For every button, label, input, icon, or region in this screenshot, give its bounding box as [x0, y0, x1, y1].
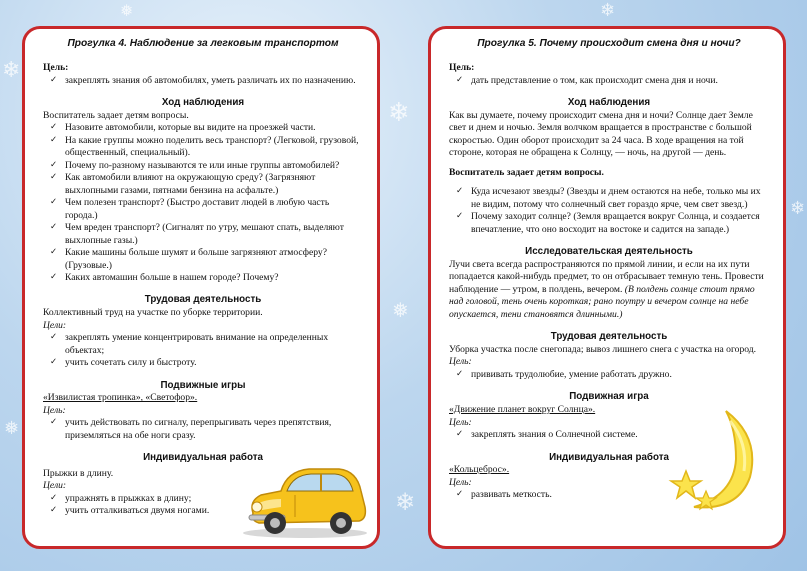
goal-list [449, 75, 769, 87]
list-item: ✓ Чем полезен транспорт? (Быстро доставит людей в любую часть города.) [43, 197, 363, 222]
list-item: ✓ Как автомобили влияют на окружающую среду? (Загрязняют выхлопными газами, пятнами бензина на асфальте.) [43, 172, 363, 197]
snowflake-decoration: ❄ [388, 98, 410, 128]
work-goals-list [449, 369, 769, 381]
walk-5-card [428, 26, 786, 549]
list-item: ✓ закреплять знания об автомобилях, уметь различать их по назначению. [43, 75, 363, 87]
list-item: ✓ Куда исчезают звезды? (Звезды и днем остаются на небе, только мы их не видим, потому что солнечный свет гораздо ярче, чем свет звезд.) [449, 186, 769, 211]
game-heading: Подвижная игра [569, 391, 649, 403]
research-note: (В полдень солнце стоит прямо над головой, тень очень короткая; рано поутру и вечером солнце на небе опускается, тени становятся длинными.) [449, 283, 755, 320]
list-item: ✓ учить действовать по сигналу, перепрыгивать через препятствия, приземляться на обе ноги сразу. [43, 417, 363, 442]
snowflake-decoration: ❅ [120, 1, 134, 20]
list-item: ✓ На какие группы можно поделить весь транспорт? (Легковой, грузовой, общественный, специальный). [43, 135, 363, 160]
list-item: ✓ Чем вреден транспорт? (Сигналят по утру, мешают спать, выделяют выхлопные газы.) [43, 222, 363, 247]
work-text: Уборка участка после снегопада; вывоз лишнего снега с участка на огород. [449, 343, 757, 355]
walk-4-card [22, 26, 380, 549]
goal-label: Цель: [449, 62, 475, 74]
work-heading: Трудовая деятельность [144, 294, 262, 306]
research-heading: Исследовательская деятельность [525, 246, 693, 258]
individual-heading: Индивидуальная работа [143, 452, 263, 464]
list-item: ✓ упражнять в прыжках в длину; [43, 493, 233, 505]
research-body: Лучи света всегда распространяются по прямой линии, и если на их пути попадается какой-нибудь предмет, то он отбрасывает темную тень. Провести наблюдение — утром, в полдень, вечером. [449, 258, 764, 295]
snowflake-decoration: ❄ [600, 0, 616, 21]
work-heading: Трудовая деятельность [550, 331, 668, 343]
list-item: ✓ Какие машины больше шумят и больше загрязняют атмосферу? (Грузовые.) [43, 247, 363, 272]
goal-list [43, 75, 363, 87]
moon-stars-illustration [664, 407, 764, 519]
list-item: ✓ Каких автомашин больше в нашем городе? Почему? [43, 272, 363, 284]
individual-text: «Кольцеброс». [449, 464, 510, 476]
card-title: Прогулка 4. Наблюдение за легковым транспортом [67, 38, 339, 49]
list-item: ✓ Назовите автомобили, которые вы видите на проезжей части. [43, 122, 363, 134]
snowflake-decoration: ❄ [2, 58, 21, 83]
games-goals-list [43, 417, 363, 442]
observation-text: Как вы думаете, почему происходит смена дня и ночи? Солнце дает Земле свет и днем и ночью. Земля волчком вращается в пространстве с большой скоростью. Один оборот происходит за 24 часа. В ходе вращения на той стороне, которая не обращена к Солнцу, — ночь, на другой — день. [449, 109, 753, 159]
list-item: ✓ Почему по-разному называются те или иные группы автомобилей? [43, 160, 363, 172]
game-goal-label: Цель: [449, 416, 472, 428]
work-text: Коллективный труд на участке по уборке территории. [43, 307, 263, 319]
games-text: «Извилистая тропинка», «Светофор». [43, 392, 198, 404]
list-item: ✓ закреплять знания о Солнечной системе. [449, 429, 769, 441]
individual-goal-label: Цель: [449, 476, 472, 488]
yellow-car-illustration [235, 461, 375, 539]
snowflake-decoration: ❄ [790, 198, 806, 219]
research-text [449, 259, 769, 321]
snowflake-decoration: ❅ [4, 418, 20, 439]
list-item: ✓ Почему заходит солнце? (Земля вращается вокруг Солнца, и создается впечатление, что оно восходит на востоке и садится на западе.) [449, 211, 769, 236]
list-item: ✓ учить отталкиваться двумя ногами. [43, 505, 233, 517]
card-title: Прогулка 5. Почему происходит смена дня и ночи? [477, 38, 741, 49]
observation-heading: Ход наблюдения [161, 97, 245, 109]
questions-list [449, 186, 769, 236]
games-goal-label: Цель: [43, 404, 66, 416]
snowflake-decoration: ❄ [395, 488, 416, 516]
questions-label: Воспитатель задает детям вопросы. [449, 166, 604, 178]
individual-goals-label: Цели: [43, 480, 67, 492]
individual-heading: Индивидуальная работа [549, 451, 669, 463]
individual-goals-list [43, 493, 233, 518]
game-text: «Движение планет вокруг Солнца». [449, 404, 596, 416]
goal-label: Цель: [43, 62, 69, 74]
list-item: ✓ прививать трудолюбие, умение работать дружно. [449, 369, 769, 381]
observation-heading: Ход наблюдения [567, 97, 651, 109]
work-goals-list [43, 332, 363, 369]
list-item: ✓ учить сочетать силу и быстроту. [43, 357, 363, 369]
list-item: ✓ развивать меткость. [449, 489, 769, 501]
snowflake-decoration: ❅ [392, 298, 409, 322]
individual-text: Прыжки в длину. [43, 467, 114, 479]
list-item: ✓ дать представление о том, как происходит смена дня и ночи. [449, 75, 769, 87]
list-item: ✓ закреплять умение концентрировать внимание на определенных объектах; [43, 332, 363, 357]
observation-list [43, 122, 363, 284]
work-goal-label: Цель: [449, 356, 472, 368]
games-heading: Подвижные игры [160, 379, 246, 391]
work-goals-label: Цели: [43, 319, 67, 331]
observation-intro: Воспитатель задает детям вопросы. [43, 109, 189, 121]
